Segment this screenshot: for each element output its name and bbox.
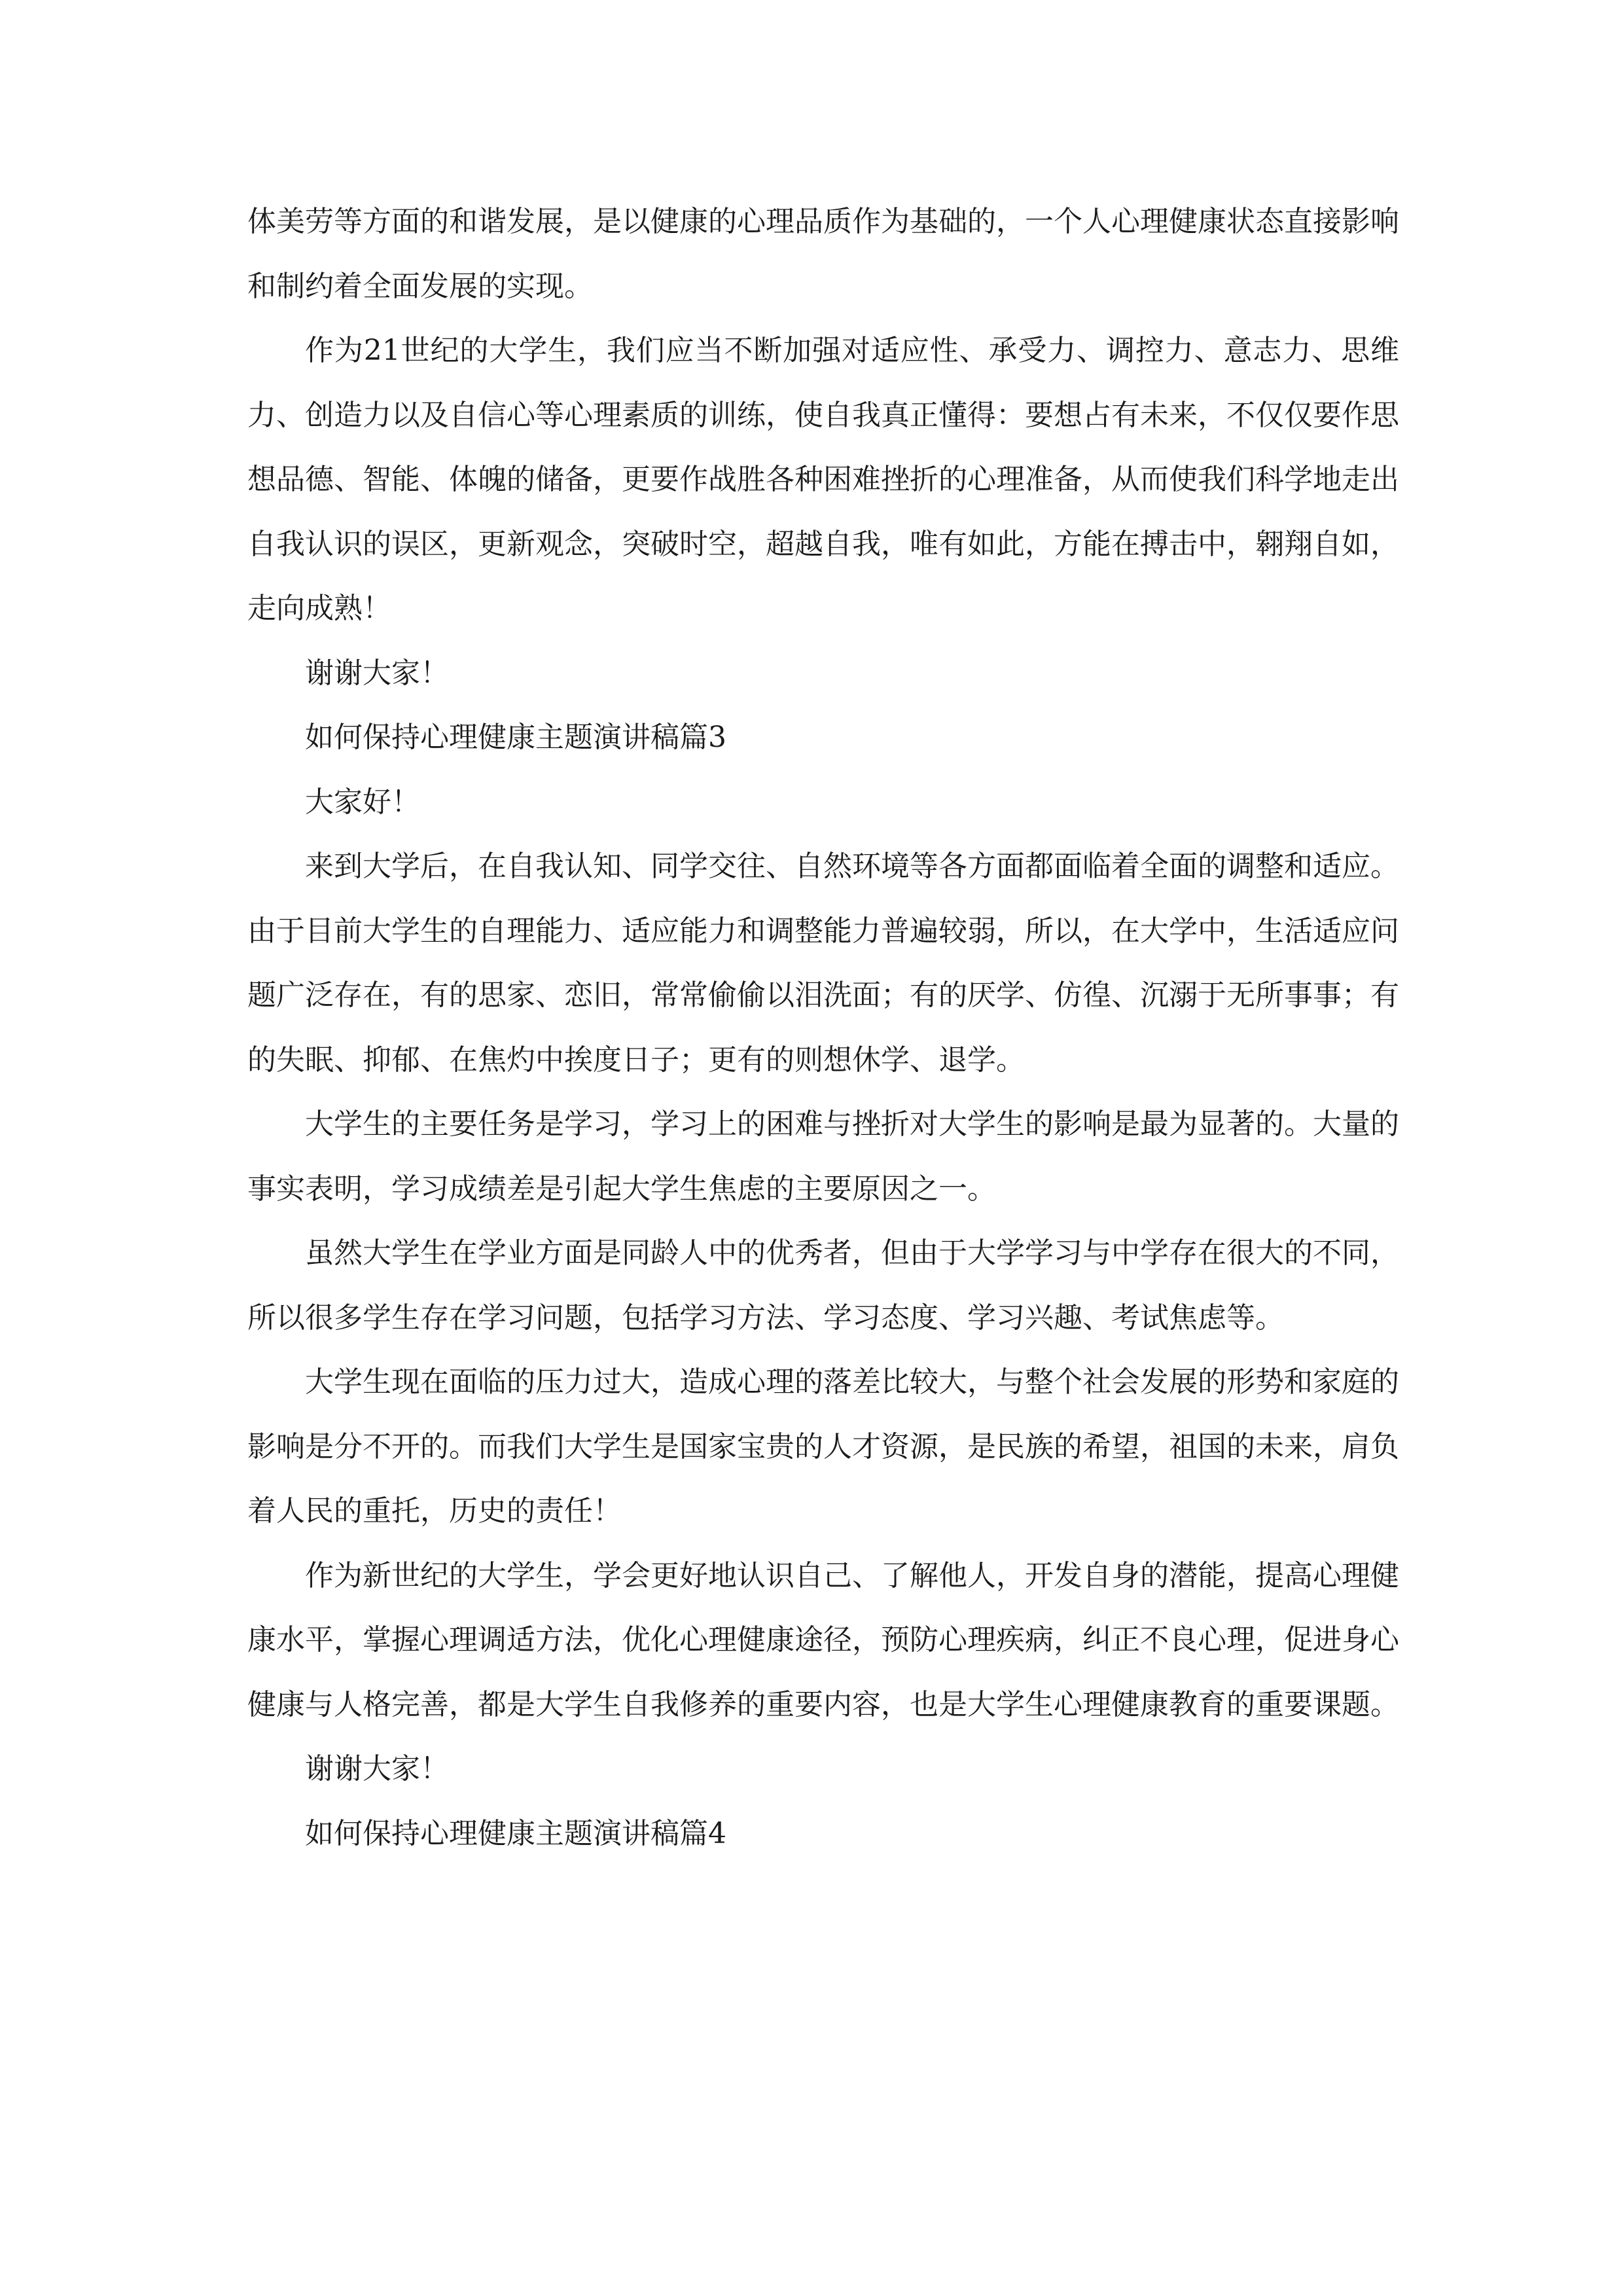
section-heading-4: 如何保持心理健康主题演讲稿篇4: [305, 1816, 726, 1850]
paragraph-new-century: 作为新世纪的大学生，学会更好地认识自己、了解他人，开发自身的潜能，提高心理健康水平，掌握心理调适方法，优化心理健康途径，预防心理疾病，纠正不良心理，促进身心健康与人格完善，都是大学生自我修养的重要内容，也是大学生心理健康教育的重要课题。: [247, 1558, 1399, 1721]
paragraph-self-development: 作为21世纪的大学生，我们应当不断加强对适应性、承受力、调控力、意志力、思维力、创造力以及自信心等心理素质的训练，使自我真正懂得：要想占有未来，不仅仅要作思想品德、智能、体魄的储备，更要作战胜各种困难挫折的心理准备，从而使我们科学地走出自我认识的误区，更新观念，突破时空，超越自我，唯有如此，方能在搏击中，翱翔自如，走向成熟！: [247, 334, 1399, 625]
paragraph-pressure: 大学生现在面临的压力过大，造成心理的落差比较大，与整个社会发展的形势和家庭的影响是分不开的。而我们大学生是国家宝贵的人才资源，是民族的希望，祖国的未来，肩负着人民的重托，历史的责任！: [247, 1365, 1399, 1528]
paragraph-thanks-2: 谢谢大家！: [305, 1752, 449, 1785]
document-body: [247, 190, 1399, 1866]
paragraph-thanks: 谢谢大家！: [305, 656, 449, 690]
section-heading-3: 如何保持心理健康主题演讲稿篇3: [305, 721, 726, 754]
paragraph-continuation: 体美劳等方面的和谐发展，是以健康的心理品质作为基础的，一个人心理健康状态直接影响和制约着全面发展的实现。: [247, 205, 1399, 303]
paragraph-study-problems: 虽然大学生在学业方面是同龄人中的优秀者，但由于大学学习与中学存在很大的不同，所以很多学生存在学习问题，包括学习方法、学习态度、学习兴趣、考试焦虑等。: [247, 1236, 1399, 1335]
paragraph-greeting: 大家好！: [305, 785, 420, 819]
paragraph-adaptation: 来到大学后，在自我认知、同学交往、自然环境等各方面都面临着全面的调整和适应。由于目前大学生的自理能力、适应能力和调整能力普遍较弱，所以，在大学中，生活适应问题广泛存在，有的思家、恋旧，常常偷偷以泪洗面；有的厌学、仿徨、沉溺于无所事事；有的失眠、抑郁、在焦灼中挨度日子；更有的则想休学、退学。: [247, 850, 1399, 1077]
paragraph-study-difficulty: 大学生的主要任务是学习，学习上的困难与挫折对大学生的影响是最为显著的。大量的事实表明，学习成绩差是引起大学生焦虑的主要原因之一。: [247, 1107, 1399, 1206]
